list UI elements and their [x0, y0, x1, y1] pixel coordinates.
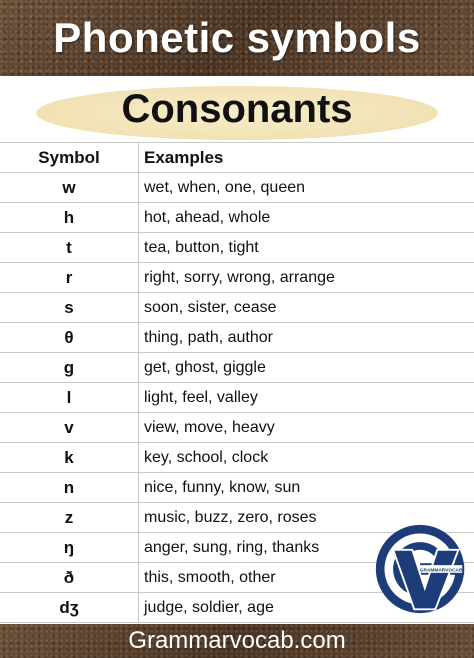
symbol-cell: w: [0, 173, 139, 203]
examples-cell: get, ghost, giggle: [139, 353, 474, 383]
subheader: [0, 76, 474, 142]
symbol-cell: θ: [0, 323, 139, 353]
page-title: Phonetic symbols: [53, 14, 421, 61]
symbol-cell: s: [0, 293, 139, 323]
table-header-row: [0, 143, 474, 173]
table-row: [0, 173, 474, 203]
table-row: [0, 203, 474, 233]
examples-cell: this, smooth, other: [139, 563, 474, 593]
symbol-cell: ð: [0, 563, 139, 593]
symbol-cell: k: [0, 443, 139, 473]
grammarvocab-logo-icon: [372, 521, 468, 617]
header-banner: [0, 0, 474, 76]
examples-cell: hot, ahead, whole: [139, 203, 474, 233]
footer-banner: [0, 624, 474, 658]
symbol-cell: g: [0, 353, 139, 383]
table-row: [0, 233, 474, 263]
table-row: [0, 293, 474, 323]
table-row: [0, 443, 474, 473]
examples-cell: nice, funny, know, sun: [139, 473, 474, 503]
examples-cell: right, sorry, wrong, arrange: [139, 263, 474, 293]
symbol-cell: n: [0, 473, 139, 503]
examples-cell: tea, button, tight: [139, 233, 474, 263]
examples-cell: soon, sister, cease: [139, 293, 474, 323]
table-row: [0, 263, 474, 293]
examples-cell: view, move, heavy: [139, 413, 474, 443]
symbol-cell: l: [0, 383, 139, 413]
examples-cell: wet, when, one, queen: [139, 173, 474, 203]
examples-cell: light, feel, valley: [139, 383, 474, 413]
symbol-cell: t: [0, 233, 139, 263]
table-row: [0, 323, 474, 353]
symbol-cell: r: [0, 263, 139, 293]
symbol-cell: h: [0, 203, 139, 233]
symbol-cell: v: [0, 413, 139, 443]
symbol-cell: dʒ: [0, 593, 139, 623]
table-row: [0, 473, 474, 503]
table-row: [0, 383, 474, 413]
column-header-symbol: Symbol: [0, 143, 139, 173]
examples-cell: music, buzz, zero, roses: [139, 503, 474, 533]
examples-cell: judge, soldier, age: [139, 593, 474, 623]
examples-cell: anger, sung, ring, thanks: [139, 533, 474, 563]
examples-cell: thing, path, author: [139, 323, 474, 353]
footer-website: Grammarvocab.com: [128, 627, 346, 654]
table-row: [0, 413, 474, 443]
examples-cell: key, school, clock: [139, 443, 474, 473]
table-row: [0, 353, 474, 383]
symbol-cell: ŋ: [0, 533, 139, 563]
column-header-examples: Examples: [139, 143, 474, 173]
logo-text: GRAMMARVOCAB: [419, 568, 463, 574]
section-title: Consonants: [121, 86, 353, 131]
symbol-cell: z: [0, 503, 139, 533]
